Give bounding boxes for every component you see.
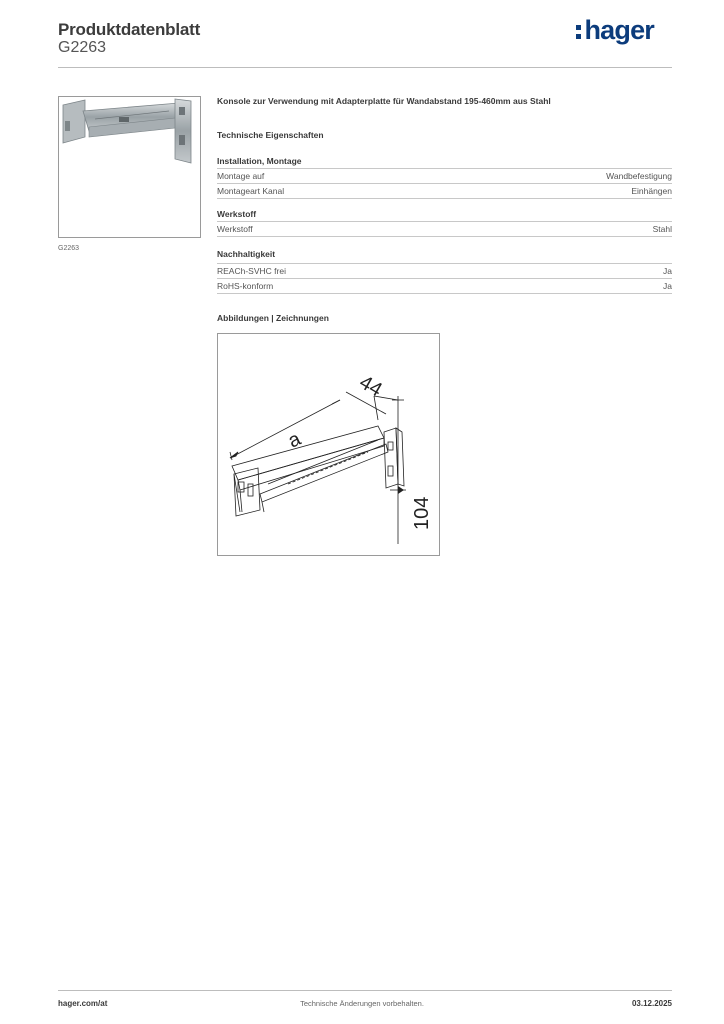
specs-heading: Technische Eigenschaften: [217, 130, 324, 140]
footer-website[interactable]: hager.com/at: [58, 999, 108, 1008]
spec-row: [217, 279, 672, 294]
spec-group-title: Nachhaltigkeit: [217, 249, 672, 264]
header-divider: [58, 67, 672, 68]
spec-group-nachhaltigkeit: [217, 249, 672, 294]
footer-disclaimer: Technische Änderungen vorbehalten.: [300, 999, 424, 1008]
spec-value: Ja: [663, 281, 672, 291]
spec-label: Montage auf: [217, 171, 265, 181]
spec-value: Einhängen: [631, 186, 672, 196]
photo-caption: G2263: [58, 245, 80, 252]
spec-group-title: Werkstoff: [217, 209, 672, 222]
spec-value: Stahl: [652, 224, 672, 234]
footer-divider: [58, 990, 672, 991]
product-code: G2263: [58, 39, 107, 56]
spec-group-werkstoff: [217, 209, 672, 237]
spec-value: Wandbefestigung: [606, 171, 672, 181]
footer-date: 03.12.2025: [631, 999, 672, 1008]
spec-group-installation: [217, 156, 672, 199]
product-photo: [58, 96, 201, 238]
spec-row: [217, 169, 672, 184]
dimension-a-label: a: [284, 427, 305, 453]
product-description: Konsole zur Verwendung mit Adapterplatte für Wandabstand 195-460mm aus Stahl: [217, 96, 551, 106]
drawings-heading: Abbildungen | Zeichnungen: [217, 313, 329, 323]
spec-label: Werkstoff: [217, 224, 253, 234]
spec-row: [217, 264, 672, 279]
logo-mark-icon: [576, 25, 581, 39]
spec-row: [217, 184, 672, 199]
spec-label: RoHS-konform: [217, 281, 274, 291]
dimension-44-label: 44: [355, 371, 386, 402]
spec-group-title: Installation, Montage: [217, 156, 672, 169]
page-title: Produktdatenblatt: [58, 20, 201, 39]
logo-text: hager: [584, 14, 654, 45]
spec-value: Ja: [663, 266, 672, 276]
dimension-104-label: 104: [411, 496, 433, 530]
spec-label: Montageart Kanal: [217, 186, 285, 196]
hager-logo: [576, 14, 654, 46]
technical-drawing: [217, 333, 440, 556]
spec-label: REACh-SVHC frei: [217, 266, 286, 276]
spec-row: [217, 222, 672, 237]
